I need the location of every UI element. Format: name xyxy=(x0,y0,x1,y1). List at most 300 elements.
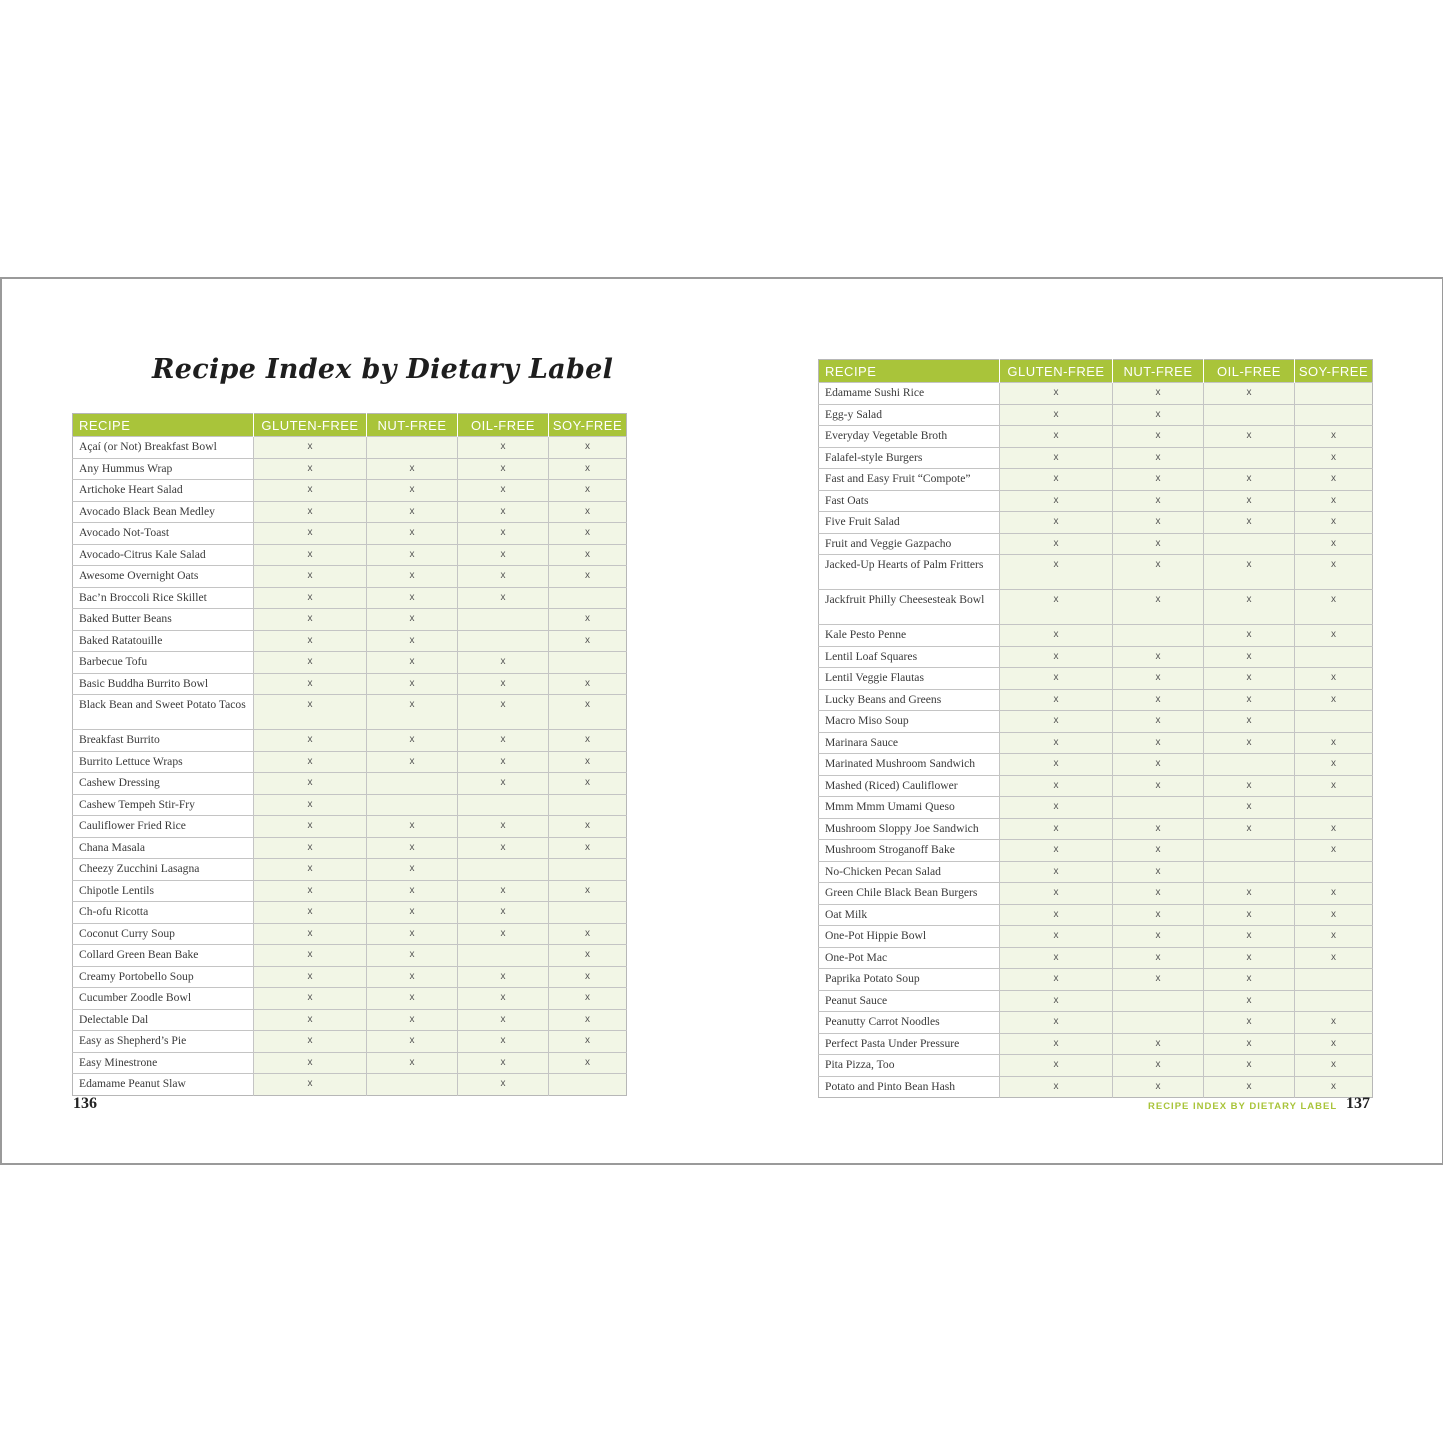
col-header-oil-free: OIL-FREE xyxy=(1204,360,1295,383)
mark-soy-free xyxy=(1295,797,1373,819)
mark-nut-free: x xyxy=(1113,555,1204,590)
mark-soy-free: x xyxy=(1295,754,1373,776)
mark-soy-free: x xyxy=(549,544,627,566)
mark-oil-free: x xyxy=(1204,883,1295,905)
mark-oil-free: x xyxy=(1204,1033,1295,1055)
col-header-gluten-free: GLUTEN-FREE xyxy=(254,414,367,437)
recipe-name: No-Chicken Pecan Salad xyxy=(819,861,1000,883)
table-row xyxy=(819,883,1373,905)
table-row xyxy=(819,904,1373,926)
mark-gluten-free: x xyxy=(1000,1012,1113,1034)
recipe-name: Macro Miso Soup xyxy=(819,711,1000,733)
mark-oil-free xyxy=(458,794,549,816)
recipe-name: Egg-y Salad xyxy=(819,404,1000,426)
recipe-name: Chana Masala xyxy=(73,837,254,859)
mark-gluten-free: x xyxy=(1000,1076,1113,1098)
mark-oil-free: x xyxy=(458,480,549,502)
mark-nut-free: x xyxy=(1113,447,1204,469)
mark-nut-free: x xyxy=(1113,775,1204,797)
mark-soy-free: x xyxy=(1295,775,1373,797)
mark-nut-free: x xyxy=(367,609,458,631)
mark-soy-free xyxy=(1295,711,1373,733)
mark-oil-free: x xyxy=(458,566,549,588)
col-header-soy-free: SOY-FREE xyxy=(1295,360,1373,383)
table-row xyxy=(73,458,627,480)
mark-nut-free: x xyxy=(367,1031,458,1053)
mark-oil-free: x xyxy=(458,880,549,902)
table-row xyxy=(73,902,627,924)
table-row xyxy=(73,1009,627,1031)
mark-nut-free: x xyxy=(1113,904,1204,926)
recipe-name: Falafel-style Burgers xyxy=(819,447,1000,469)
mark-oil-free: x xyxy=(1204,512,1295,534)
recipe-name: Cauliflower Fried Rice xyxy=(73,816,254,838)
mark-gluten-free: x xyxy=(254,730,367,752)
mark-soy-free: x xyxy=(549,630,627,652)
recipe-name: Perfect Pasta Under Pressure xyxy=(819,1033,1000,1055)
mark-oil-free: x xyxy=(1204,625,1295,647)
recipe-name: Lucky Beans and Greens xyxy=(819,689,1000,711)
mark-soy-free: x xyxy=(1295,490,1373,512)
mark-gluten-free: x xyxy=(1000,1033,1113,1055)
mark-gluten-free: x xyxy=(254,988,367,1010)
mark-oil-free: x xyxy=(1204,1055,1295,1077)
mark-oil-free: x xyxy=(1204,1012,1295,1034)
recipe-name: Any Hummus Wrap xyxy=(73,458,254,480)
table-row xyxy=(819,926,1373,948)
table-row xyxy=(819,447,1373,469)
table-header-row xyxy=(819,360,1373,383)
mark-gluten-free: x xyxy=(1000,818,1113,840)
recipe-name: Baked Butter Beans xyxy=(73,609,254,631)
table-row xyxy=(819,490,1373,512)
mark-oil-free: x xyxy=(458,773,549,795)
recipe-name: Coconut Curry Soup xyxy=(73,923,254,945)
mark-nut-free: x xyxy=(367,673,458,695)
page-title: Recipe Index by Dietary Label xyxy=(152,354,614,385)
mark-oil-free: x xyxy=(1204,646,1295,668)
mark-oil-free: x xyxy=(458,652,549,674)
recipe-name: Mushroom Stroganoff Bake xyxy=(819,840,1000,862)
table-row xyxy=(73,501,627,523)
mark-nut-free: x xyxy=(367,652,458,674)
table-row xyxy=(73,966,627,988)
mark-gluten-free: x xyxy=(254,945,367,967)
mark-oil-free: x xyxy=(1204,689,1295,711)
mark-oil-free: x xyxy=(1204,797,1295,819)
table-row xyxy=(819,840,1373,862)
recipe-name: Avocado Black Bean Medley xyxy=(73,501,254,523)
mark-gluten-free: x xyxy=(1000,797,1113,819)
mark-gluten-free: x xyxy=(254,544,367,566)
recipe-name: Barbecue Tofu xyxy=(73,652,254,674)
recipe-name: Ch-ofu Ricotta xyxy=(73,902,254,924)
mark-oil-free: x xyxy=(458,544,549,566)
mark-oil-free: x xyxy=(458,695,549,730)
table-row xyxy=(819,426,1373,448)
recipe-name: Green Chile Black Bean Burgers xyxy=(819,883,1000,905)
recipe-name: One-Pot Mac xyxy=(819,947,1000,969)
recipe-name: Fast Oats xyxy=(819,490,1000,512)
mark-soy-free: x xyxy=(1295,1055,1373,1077)
mark-soy-free: x xyxy=(1295,625,1373,647)
mark-soy-free: x xyxy=(549,1031,627,1053)
page-number-right: 137 xyxy=(1346,1095,1370,1112)
table-row xyxy=(73,945,627,967)
mark-soy-free: x xyxy=(549,566,627,588)
table-header-row xyxy=(73,414,627,437)
mark-soy-free xyxy=(1295,383,1373,405)
mark-nut-free: x xyxy=(1113,969,1204,991)
mark-soy-free: x xyxy=(549,695,627,730)
mark-oil-free xyxy=(1204,861,1295,883)
table-row xyxy=(73,587,627,609)
mark-soy-free: x xyxy=(1295,533,1373,555)
mark-oil-free: x xyxy=(1204,383,1295,405)
mark-nut-free: x xyxy=(367,1009,458,1031)
mark-gluten-free: x xyxy=(254,652,367,674)
mark-oil-free: x xyxy=(458,1052,549,1074)
table-row xyxy=(73,609,627,631)
mark-oil-free: x xyxy=(458,458,549,480)
table-row xyxy=(73,566,627,588)
mark-gluten-free: x xyxy=(254,437,367,459)
recipe-index-table-left xyxy=(72,413,627,1096)
mark-oil-free xyxy=(1204,533,1295,555)
table-row xyxy=(819,533,1373,555)
mark-soy-free: x xyxy=(1295,1012,1373,1034)
mark-gluten-free: x xyxy=(254,480,367,502)
mark-nut-free: x xyxy=(367,566,458,588)
mark-oil-free: x xyxy=(458,437,549,459)
mark-nut-free: x xyxy=(1113,533,1204,555)
mark-nut-free: x xyxy=(367,695,458,730)
mark-gluten-free: x xyxy=(254,837,367,859)
mark-soy-free: x xyxy=(549,501,627,523)
mark-soy-free xyxy=(549,859,627,881)
recipe-name: Pita Pizza, Too xyxy=(819,1055,1000,1077)
mark-oil-free: x xyxy=(1204,426,1295,448)
recipe-name: Delectable Dal xyxy=(73,1009,254,1031)
running-head: RECIPE INDEX BY DIETARY LABEL xyxy=(1148,1101,1338,1112)
mark-soy-free: x xyxy=(549,988,627,1010)
recipe-name: Basic Buddha Burrito Bowl xyxy=(73,673,254,695)
col-header-nut-free: NUT-FREE xyxy=(367,414,458,437)
recipe-name: Creamy Portobello Soup xyxy=(73,966,254,988)
mark-nut-free: x xyxy=(1113,883,1204,905)
mark-nut-free: x xyxy=(1113,926,1204,948)
mark-oil-free: x xyxy=(458,988,549,1010)
mark-soy-free xyxy=(1295,969,1373,991)
col-header-recipe: RECIPE xyxy=(819,360,1000,383)
mark-gluten-free: x xyxy=(254,609,367,631)
mark-soy-free: x xyxy=(1295,1076,1373,1098)
mark-oil-free: x xyxy=(458,816,549,838)
recipe-name: Baked Ratatouille xyxy=(73,630,254,652)
table-row xyxy=(73,630,627,652)
mark-nut-free: x xyxy=(367,751,458,773)
table-row xyxy=(819,754,1373,776)
mark-oil-free xyxy=(1204,404,1295,426)
col-header-soy-free: SOY-FREE xyxy=(549,414,627,437)
mark-oil-free: x xyxy=(458,1009,549,1031)
mark-nut-free: x xyxy=(367,837,458,859)
recipe-name: Bac’n Broccoli Rice Skillet xyxy=(73,587,254,609)
mark-gluten-free: x xyxy=(1000,490,1113,512)
mark-gluten-free: x xyxy=(254,880,367,902)
recipe-name: Avocado Not-Toast xyxy=(73,523,254,545)
mark-oil-free: x xyxy=(1204,469,1295,491)
mark-soy-free: x xyxy=(549,480,627,502)
mark-nut-free: x xyxy=(1113,383,1204,405)
table-row xyxy=(73,695,627,730)
mark-nut-free: x xyxy=(1113,404,1204,426)
mark-soy-free: x xyxy=(1295,689,1373,711)
mark-oil-free: x xyxy=(458,587,549,609)
mark-gluten-free: x xyxy=(1000,383,1113,405)
mark-nut-free: x xyxy=(1113,947,1204,969)
mark-nut-free: x xyxy=(367,902,458,924)
mark-gluten-free: x xyxy=(1000,625,1113,647)
mark-nut-free: x xyxy=(367,630,458,652)
mark-soy-free: x xyxy=(1295,512,1373,534)
mark-oil-free xyxy=(1204,754,1295,776)
recipe-name: Marinara Sauce xyxy=(819,732,1000,754)
recipe-name: Fruit and Veggie Gazpacho xyxy=(819,533,1000,555)
mark-oil-free: x xyxy=(1204,990,1295,1012)
mark-oil-free xyxy=(1204,840,1295,862)
mark-soy-free: x xyxy=(1295,555,1373,590)
recipe-name: Cucumber Zoodle Bowl xyxy=(73,988,254,1010)
mark-nut-free: x xyxy=(1113,1033,1204,1055)
table-row xyxy=(73,480,627,502)
recipe-name: Easy as Shepherd’s Pie xyxy=(73,1031,254,1053)
mark-gluten-free: x xyxy=(1000,426,1113,448)
table-row xyxy=(819,625,1373,647)
mark-gluten-free: x xyxy=(1000,732,1113,754)
recipe-name: Burrito Lettuce Wraps xyxy=(73,751,254,773)
mark-nut-free: x xyxy=(1113,861,1204,883)
recipe-name: Peanut Sauce xyxy=(819,990,1000,1012)
table-row xyxy=(73,923,627,945)
table-row xyxy=(819,775,1373,797)
table-row xyxy=(819,689,1373,711)
mark-oil-free: x xyxy=(1204,818,1295,840)
mark-soy-free: x xyxy=(549,880,627,902)
mark-gluten-free: x xyxy=(254,773,367,795)
mark-gluten-free: x xyxy=(254,458,367,480)
mark-gluten-free: x xyxy=(254,566,367,588)
mark-soy-free: x xyxy=(549,945,627,967)
mark-gluten-free: x xyxy=(1000,926,1113,948)
mark-gluten-free: x xyxy=(1000,904,1113,926)
mark-gluten-free: x xyxy=(254,966,367,988)
table-row xyxy=(819,861,1373,883)
mark-nut-free: x xyxy=(1113,689,1204,711)
mark-nut-free: x xyxy=(1113,668,1204,690)
mark-soy-free: x xyxy=(549,1052,627,1074)
mark-oil-free: x xyxy=(458,837,549,859)
mark-oil-free: x xyxy=(1204,711,1295,733)
mark-gluten-free: x xyxy=(1000,447,1113,469)
mark-gluten-free: x xyxy=(254,695,367,730)
table-row xyxy=(73,673,627,695)
mark-gluten-free: x xyxy=(254,1009,367,1031)
mark-oil-free: x xyxy=(458,923,549,945)
table-row xyxy=(819,383,1373,405)
mark-nut-free: x xyxy=(367,730,458,752)
mark-soy-free xyxy=(549,902,627,924)
mark-oil-free: x xyxy=(458,523,549,545)
mark-nut-free: x xyxy=(1113,711,1204,733)
table-row xyxy=(819,668,1373,690)
col-header-gluten-free: GLUTEN-FREE xyxy=(1000,360,1113,383)
mark-gluten-free: x xyxy=(254,1031,367,1053)
table-row xyxy=(73,652,627,674)
mark-nut-free: x xyxy=(367,880,458,902)
table-row xyxy=(73,837,627,859)
mark-nut-free: x xyxy=(367,458,458,480)
recipe-name: Artichoke Heart Salad xyxy=(73,480,254,502)
recipe-name: Cheezy Zucchini Lasagna xyxy=(73,859,254,881)
table-row xyxy=(73,1031,627,1053)
table-row xyxy=(819,711,1373,733)
recipe-name: Everyday Vegetable Broth xyxy=(819,426,1000,448)
mark-soy-free: x xyxy=(549,523,627,545)
mark-gluten-free: x xyxy=(1000,1055,1113,1077)
mark-nut-free: x xyxy=(367,544,458,566)
table-row xyxy=(819,590,1373,625)
table-row xyxy=(819,732,1373,754)
mark-soy-free xyxy=(549,1074,627,1096)
table-row xyxy=(73,773,627,795)
mark-soy-free: x xyxy=(1295,732,1373,754)
mark-gluten-free: x xyxy=(1000,590,1113,625)
table-row xyxy=(819,1076,1373,1098)
mark-soy-free: x xyxy=(549,458,627,480)
mark-gluten-free: x xyxy=(254,751,367,773)
mark-nut-free: x xyxy=(367,1052,458,1074)
mark-soy-free xyxy=(1295,861,1373,883)
recipe-name: Potato and Pinto Bean Hash xyxy=(819,1076,1000,1098)
recipe-index-table-right xyxy=(818,359,1373,1098)
mark-soy-free: x xyxy=(549,837,627,859)
mark-soy-free: x xyxy=(549,730,627,752)
mark-soy-free: x xyxy=(549,609,627,631)
mark-soy-free: x xyxy=(1295,590,1373,625)
mark-gluten-free: x xyxy=(254,1074,367,1096)
mark-gluten-free: x xyxy=(1000,947,1113,969)
mark-soy-free xyxy=(1295,646,1373,668)
table-row xyxy=(819,404,1373,426)
mark-oil-free xyxy=(458,609,549,631)
mark-nut-free: x xyxy=(1113,426,1204,448)
mark-gluten-free: x xyxy=(1000,990,1113,1012)
mark-oil-free xyxy=(1204,447,1295,469)
mark-nut-free: x xyxy=(1113,1055,1204,1077)
recipe-name: Marinated Mushroom Sandwich xyxy=(819,754,1000,776)
mark-oil-free: x xyxy=(1204,490,1295,512)
table-row xyxy=(73,794,627,816)
mark-gluten-free: x xyxy=(1000,711,1113,733)
recipe-name: Açaí (or Not) Breakfast Bowl xyxy=(73,437,254,459)
mark-soy-free: x xyxy=(1295,926,1373,948)
mark-nut-free: x xyxy=(367,945,458,967)
mark-soy-free: x xyxy=(1295,668,1373,690)
mark-oil-free xyxy=(458,630,549,652)
mark-soy-free: x xyxy=(1295,469,1373,491)
table-row xyxy=(73,523,627,545)
table-row xyxy=(73,880,627,902)
mark-gluten-free: x xyxy=(1000,689,1113,711)
table-body-right xyxy=(819,383,1373,1098)
mark-nut-free xyxy=(367,794,458,816)
recipe-name: Breakfast Burrito xyxy=(73,730,254,752)
table-row xyxy=(819,797,1373,819)
mark-nut-free xyxy=(1113,625,1204,647)
mark-nut-free: x xyxy=(1113,490,1204,512)
mark-nut-free: x xyxy=(1113,469,1204,491)
mark-oil-free: x xyxy=(458,1031,549,1053)
recipe-name: One-Pot Hippie Bowl xyxy=(819,926,1000,948)
mark-soy-free xyxy=(549,587,627,609)
mark-gluten-free: x xyxy=(254,859,367,881)
recipe-name: Collard Green Bean Bake xyxy=(73,945,254,967)
mark-gluten-free: x xyxy=(254,816,367,838)
mark-nut-free: x xyxy=(1113,818,1204,840)
table-row xyxy=(819,1012,1373,1034)
mark-nut-free xyxy=(1113,797,1204,819)
mark-soy-free: x xyxy=(1295,426,1373,448)
mark-oil-free: x xyxy=(1204,1076,1295,1098)
mark-gluten-free: x xyxy=(1000,883,1113,905)
mark-gluten-free: x xyxy=(1000,512,1113,534)
table-row xyxy=(73,1052,627,1074)
table-row xyxy=(73,437,627,459)
recipe-name: Jacked-Up Hearts of Palm Fritters xyxy=(819,555,1000,590)
table-row xyxy=(819,1033,1373,1055)
mark-soy-free: x xyxy=(1295,904,1373,926)
mark-soy-free: x xyxy=(549,673,627,695)
mark-nut-free: x xyxy=(1113,1076,1204,1098)
mark-soy-free: x xyxy=(1295,883,1373,905)
mark-gluten-free: x xyxy=(254,794,367,816)
mark-soy-free xyxy=(549,652,627,674)
table-row xyxy=(73,730,627,752)
mark-oil-free: x xyxy=(1204,668,1295,690)
mark-nut-free: x xyxy=(1113,646,1204,668)
mark-nut-free xyxy=(367,773,458,795)
mark-gluten-free: x xyxy=(1000,840,1113,862)
recipe-name: Cashew Tempeh Stir-Fry xyxy=(73,794,254,816)
recipe-name: Edamame Peanut Slaw xyxy=(73,1074,254,1096)
recipe-name: Black Bean and Sweet Potato Tacos xyxy=(73,695,254,730)
table-row xyxy=(819,512,1373,534)
table-row xyxy=(73,859,627,881)
recipe-name: Fast and Easy Fruit “Compote” xyxy=(819,469,1000,491)
mark-soy-free: x xyxy=(1295,447,1373,469)
mark-gluten-free: x xyxy=(1000,775,1113,797)
mark-nut-free: x xyxy=(1113,840,1204,862)
recipe-name: Mushroom Sloppy Joe Sandwich xyxy=(819,818,1000,840)
table-row xyxy=(819,990,1373,1012)
mark-gluten-free: x xyxy=(1000,469,1113,491)
mark-nut-free xyxy=(1113,990,1204,1012)
mark-oil-free: x xyxy=(1204,590,1295,625)
mark-gluten-free: x xyxy=(1000,404,1113,426)
mark-gluten-free: x xyxy=(254,523,367,545)
recipe-name: Kale Pesto Penne xyxy=(819,625,1000,647)
